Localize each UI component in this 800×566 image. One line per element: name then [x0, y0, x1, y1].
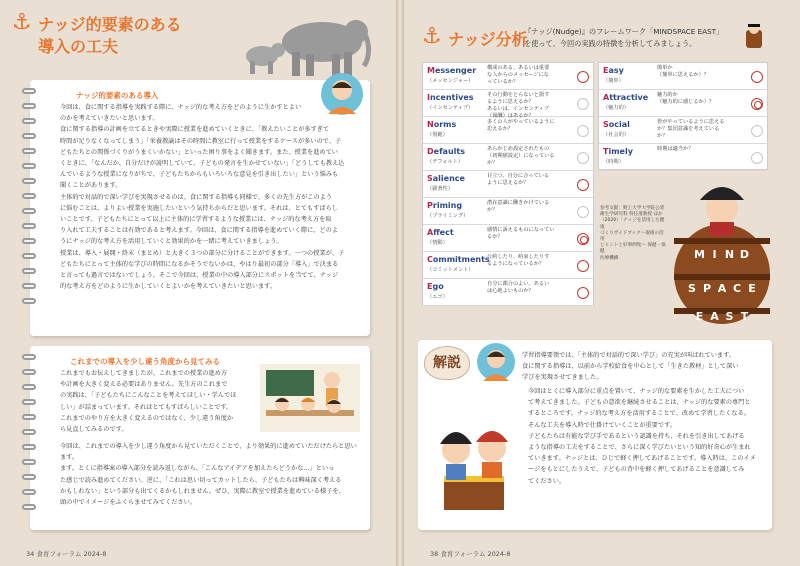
barrel-letter: A [710, 310, 719, 323]
nudge-term: Attractive [603, 93, 649, 102]
section1-heading: ナッジ的要素のある導入 [76, 91, 159, 100]
nudge-term: Incentives [427, 93, 474, 102]
section2-body-wide: 今回は、これまでの導入を少し違う角度から見ていただくことで、より効果的に進めていただけたらと思います。 ます。とくに指導案の導入部分を読み返しながら、「こんなアイデアを加えたらどうかな…」といっ た感じで読み進めてください。逆に、「これは思い切ってカットしたら、子どもたちは興味深く考える かもしれない」という部分も出てくるかもしれません。ぜひ、実際に教室で授業を進めている様子を、 頭の中でイメージをふくらませてみてください。 [60, 443, 357, 507]
circle-mark [577, 287, 589, 299]
anchor-icon-right: ⚓ [422, 24, 442, 49]
kaisetsu-badge: 解説 [424, 346, 470, 380]
nudge-term: Messenger [427, 66, 477, 75]
barrel-letter: S [725, 310, 734, 323]
nudge-question: 目立つ、自分に合っている ように思えるか？ [487, 173, 550, 186]
nudge-term-subtitle: （魅力的） [603, 105, 629, 111]
empty-mark [577, 152, 589, 164]
nudge-term: Norms [427, 120, 457, 129]
nudge-question: 自分に都合のよい、あるい は心地よいものか？ [487, 281, 550, 294]
nudge-term-subtitle: （時期） [603, 159, 624, 165]
left-title-line1: ナッジ的要素のある [38, 15, 182, 34]
empty-mark [751, 125, 763, 137]
barrel-letter: S [688, 282, 696, 295]
section1-body: 今回は、食に関する指導を実践する際に、ナッジ的な考え方をどのように生かすとよい のかを考えていきたいと思います。 食に関する指導の計画を立てるときや実際に授業を進めていくときに、「教えたいことが多すぎて 時間が足りなくなってしまう」「栄養教諭はその時間に教室に行って授業をするケースが多いので、子 どもたちとの関係づくりがうまくいかない」といった困り事をよく聞きます。また、授業を進めてい くときに、「なんだか、自分だけが説明していて、子どもの発言を生かせていない」「どうしても教え込 んでいるような授業になりがちで、子どもたちからもいろいろな意見を引き出したい」という悩みも 聞くことがあります。 主体的で対話的で深い学びを実現させるのは、食に関する指導も同様で、多くの先生方がこのよう に悩むことは、よりよい授業を実施したいという気持ちからだと思います。それは、とてもすばらし いことです。子どもたちにとって以上に主体的に学習するような授業には、ナッジ的な考え方を取 り入れて工夫することは有効であると考えます。今回は、食に関する指導を進めていく際に、どのよ うにナッジ的な考え方を活用していくと効果的かを一緒に考えていきましょう。 授業は、導入・展開・終末（まとめ）と大きく３つの部分に分けることができます。一つの授業が、子 どもたちにとって主体的な学びの時間になるかそうでないかは、やはり最初の部分「導入」で決まる と言っても過言ではないでしょう。そこで今回は、授業の中の導入部分にスポットを当てて、ナッジ 的な考え方をどのように生かしていくとよいかを考えていきたいと思います。 [60, 104, 345, 291]
nudge-row [423, 225, 595, 252]
reference-caption: 参考文献：野上大学大学院公衆 衛生学研究科 特任准教授 ほか （2020）「ナッジを活用した健康 づくりガイドブック～取組の活用 とヒントと好事例集～ 保健・保健 医療機構 [600, 206, 666, 261]
barrel-letter: D [739, 248, 750, 261]
nudge-term-subtitle: （デフォルト） [427, 159, 464, 165]
nudge-term: Ego [427, 282, 444, 291]
nudge-term-subtitle: （エゴ） [427, 294, 448, 300]
nudge-question: 潜在意識に働きかけている か？ [487, 200, 550, 213]
circle-mark [577, 260, 589, 272]
nudge-question: 皆がやっているように思える か？集団意識を考えている か？ [657, 119, 725, 139]
nudge-row [423, 198, 595, 225]
explanation-box [418, 340, 772, 530]
double-circle-mark [751, 98, 763, 110]
nudge-term: Salience [427, 174, 465, 183]
double-circle-mark [577, 233, 589, 245]
circle-mark [751, 71, 763, 83]
nudge-term-subtitle: （顕著性） [427, 186, 453, 192]
spiral-rings [22, 88, 38, 313]
nudge-term: Easy [603, 66, 624, 75]
nudge-term: Defaults [427, 147, 465, 156]
barrel-letter: M [694, 248, 705, 261]
pirate-kids-illustration [426, 406, 522, 518]
empty-mark [751, 152, 763, 164]
nudge-row [599, 90, 769, 117]
barrel-pirate-illustration [670, 178, 774, 326]
nudge-row [423, 144, 595, 171]
nudge-term: Priming [427, 201, 463, 210]
nudge-row [423, 117, 595, 144]
nudge-row [423, 279, 595, 306]
nudge-question: 感情に訴えるものになってい るか？ [487, 227, 555, 240]
nudge-term-subtitle: （インセンティブ） [427, 105, 474, 111]
barrel-letter: I [712, 248, 717, 261]
spiral-rings-2 [22, 354, 38, 519]
right-page [400, 0, 800, 566]
barrel-letter: T [740, 310, 749, 323]
nudge-question: 公約したり、約束したりす るようになっているか？ [487, 254, 550, 267]
nudge-term: Commitments [427, 255, 490, 264]
nudge-term: Social [603, 120, 630, 129]
nudge-question: 構成のある、あるいは重要 な人からのメッセージにな っているか？ [487, 65, 550, 85]
nudge-term: Timely [603, 147, 633, 156]
section2-body-narrow: これまでもお伝えしてきましたが、これまでの授業の進め方 や計画を大きく変える必要はありません。先生方のこれまで の実践は、「子どもたちにこんなことを考えてほしい・学んでほ しい」が詰まっています。それはとてもすばらしいことです。 これまでのやり方を大きく変えるのではなく、少し違う角度か ら見直してみるのです。 [60, 370, 237, 434]
anchor-icon: ⚓ [12, 10, 32, 35]
circle-mark [577, 179, 589, 191]
explain-body: 今回はとくに導入部分に重点を置いて、ナッジ的な要素を生かした工夫につい て考えてきました。子どもの意欲を継続させることは、ナッジ的な要素の専門と するところです。ナッジ的な考え方を活用することで、改めて学習したくなる。 そんな工夫を導入時で仕掛けていくことが重要です。 子どもたちは有能な学び手であるという認識を持ち、それを引き出してあげる ような指導の工夫をすることで、さらに深く学びたいという知的好奇心が生まれ ていきます。ナッジとは、ひじで軽く押してあげることです。導入時は、このイメ ージをもとにしたうえで、子どもの背中を軽く押してあげることを意識してみ てください。 [528, 388, 756, 485]
barrel-letter: P [702, 282, 712, 295]
empty-mark [577, 206, 589, 218]
east-table [598, 62, 768, 170]
nudge-term-subtitle: （メッセンジャー） [427, 78, 474, 84]
nudge-question: 簡単か （簡単に思えるか）？ [657, 65, 709, 78]
nudge-question: あらかじめ設定されたもの （初期値設定）になっている か？ [487, 146, 555, 166]
nudge-term-subtitle: （プライミング） [427, 213, 469, 219]
barrel-letter: E [695, 310, 704, 323]
gutter [396, 0, 404, 566]
classroom-illustration [260, 364, 360, 432]
section2-heading: これまでの導入を少し違う角度から見てみる [70, 357, 220, 366]
nudge-question: その行動をとらないと損す るように思えるか？ あるいは、インセンティブ （報酬）はあるか？ [487, 92, 550, 119]
nudge-row [599, 144, 769, 171]
nudge-question: 魅力的か （魅力的に感じるか）？ [657, 92, 715, 105]
barrel-letter: C [732, 282, 742, 295]
nudge-row [423, 90, 595, 117]
elephants-illustration [232, 6, 372, 82]
nudge-term-subtitle: （情動） [427, 240, 448, 246]
notebook-section-1 [30, 80, 370, 336]
nudge-row [423, 252, 595, 279]
nudge-row [599, 117, 769, 144]
empty-mark [577, 98, 589, 110]
nudge-question: 時期は適当か？ [657, 146, 694, 152]
right-intro: 『ナッジ(Nudge)』のフレームワーク「MINDSPACE EAST」 を使って、今回の実践の特徴を分析してみましょう。 [524, 27, 724, 48]
nudge-term-subtitle: （コミットメント） [427, 267, 474, 273]
right-footer: 38 食育フォーラム 2024-8 [430, 550, 511, 558]
nudge-term-subtitle: （規範） [427, 132, 448, 138]
mindspace-table [422, 62, 594, 306]
left-footer: 34 食育フォーラム 2024-8 [26, 550, 107, 558]
empty-mark [577, 125, 589, 137]
notebook-section-2 [30, 346, 370, 530]
circle-mark [577, 71, 589, 83]
barrel-letter: E [748, 282, 756, 295]
nudge-term-subtitle: （簡単） [603, 78, 624, 84]
barrel-letter: A [717, 282, 727, 295]
explain-intro: 学習指導要領では、「主体的で対話的で深い学び」の充実が叫ばれています。 食に関する指導は、以前から学校給食を中心として「生きた教材」として深い 学びを実現させてきました。 [522, 352, 739, 382]
nudge-row [423, 63, 595, 90]
teacher-avatar-right [476, 342, 516, 382]
nudge-row [599, 63, 769, 90]
nudge-row [423, 171, 595, 198]
nudge-term: Affect [427, 228, 454, 237]
barrel-letter: N [724, 248, 735, 261]
left-title-line2: 導入の工夫 [38, 37, 119, 56]
right-title: ナッジ分析 [448, 30, 528, 49]
nudge-term-subtitle: （社会的） [603, 132, 629, 138]
mini-barrel-icon [740, 22, 768, 50]
nudge-question: 多くの人がやっているように 思えるか？ [487, 119, 555, 132]
